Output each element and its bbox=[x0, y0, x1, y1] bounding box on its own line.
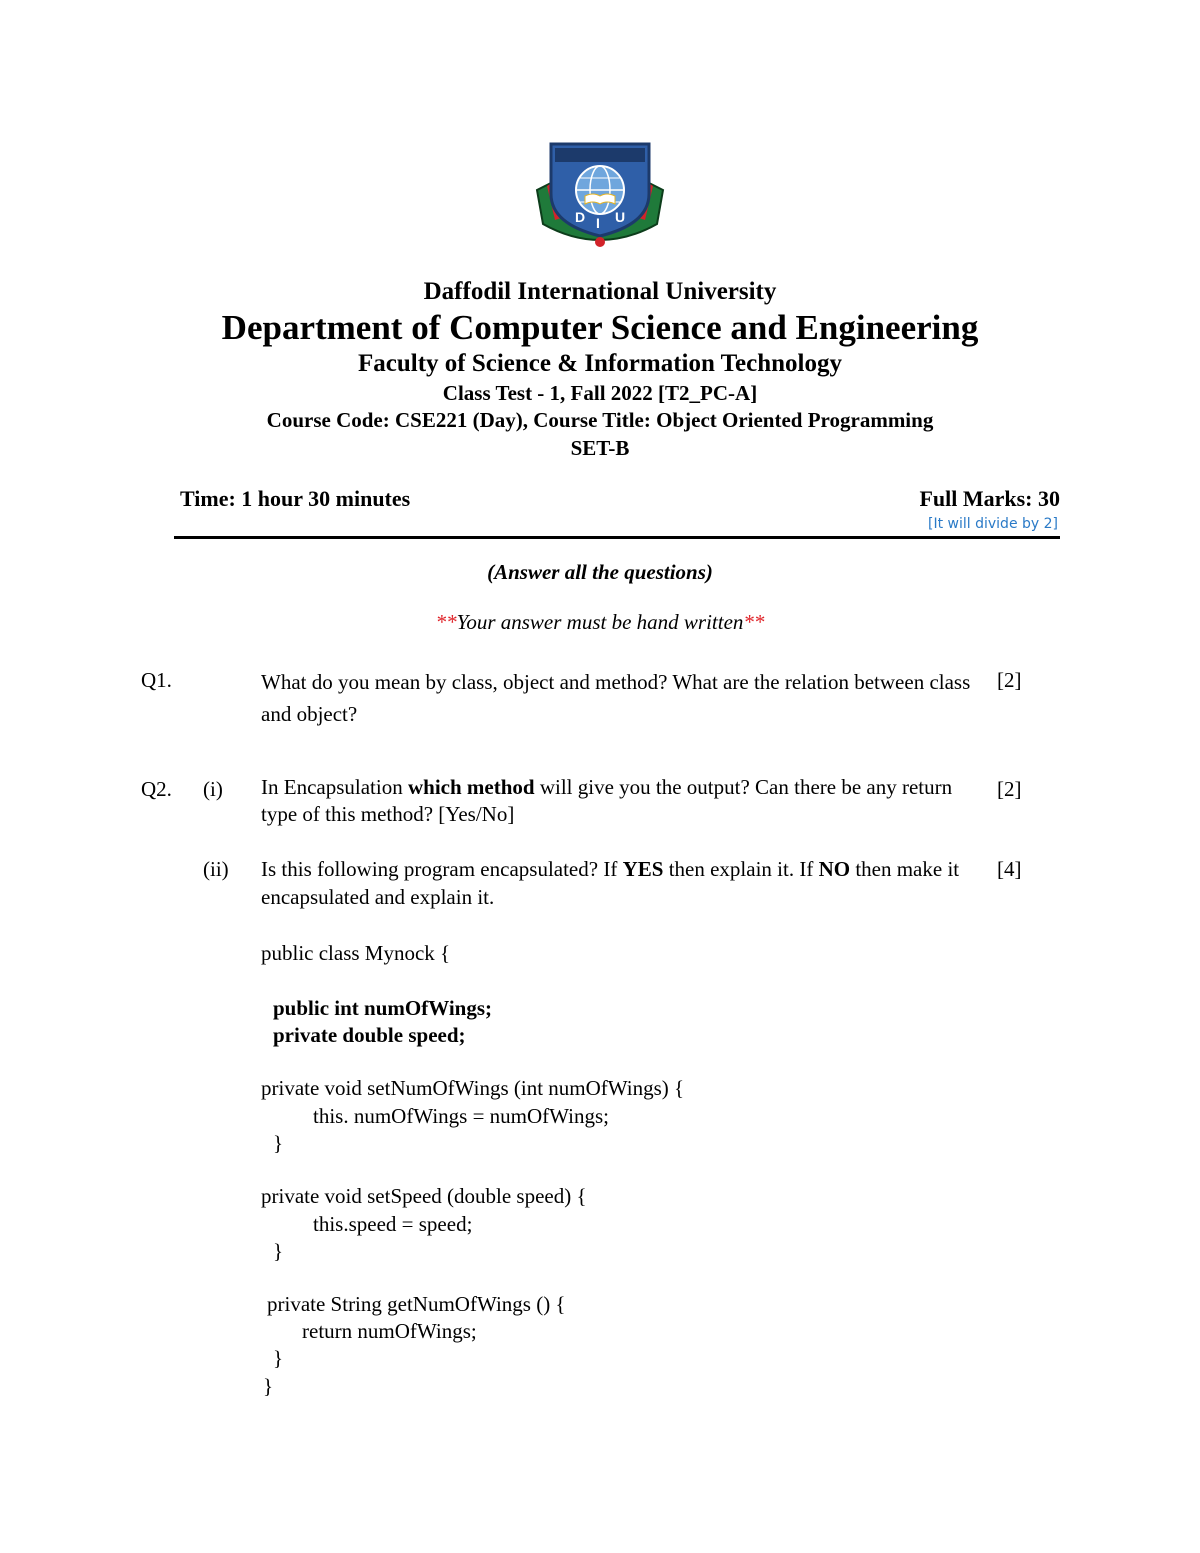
university-logo bbox=[533, 138, 667, 250]
exam-time: Time: 1 hour 30 minutes bbox=[180, 486, 411, 511]
course-info: Course Code: CSE221 (Day), Course Title: Object Oriented Programming bbox=[266, 408, 934, 432]
q2-part-ii-marks: [4] bbox=[997, 857, 1022, 881]
q2-part-i-marks: [2] bbox=[997, 777, 1022, 801]
header-divider bbox=[174, 536, 1060, 539]
code-close-2: } bbox=[273, 1239, 284, 1263]
q2-part-ii-text bbox=[261, 855, 981, 911]
q2-i-text-post: will give you the output? Can there be any return type of this method? [Yes/No] bbox=[261, 775, 953, 826]
code-setter-2-signature: private void setSpeed (double speed) { bbox=[261, 1184, 587, 1208]
svg-text:I: I bbox=[596, 215, 600, 231]
department-title: Department of Computer Science and Engineering bbox=[221, 308, 979, 347]
q2-ii-yes: YES bbox=[622, 857, 664, 881]
q2-ii-text-2: then explain it. If bbox=[663, 857, 819, 881]
code-setter-2-body: this.speed = speed; bbox=[313, 1212, 473, 1236]
q2-part-ii-label: (ii) bbox=[203, 857, 229, 881]
code-close-class: } bbox=[263, 1374, 274, 1398]
code-close-3: } bbox=[273, 1346, 284, 1370]
full-marks: Full Marks: 30 bbox=[919, 486, 1060, 511]
svg-text:U: U bbox=[615, 209, 626, 225]
answer-all-instruction: (Answer all the questions) bbox=[487, 560, 713, 584]
handwritten-text: Your answer must be hand written bbox=[456, 610, 744, 634]
set-label: SET-B bbox=[570, 436, 630, 460]
q1-number: Q1. bbox=[141, 668, 172, 692]
q2-part-i-text bbox=[261, 774, 981, 828]
handwritten-instruction bbox=[0, 610, 1200, 635]
svg-text:D: D bbox=[575, 209, 586, 225]
code-setter-1-body: this. numOfWings = numOfWings; bbox=[313, 1104, 609, 1128]
q1-text: What do you mean by class, object and method? What are the relation between class and object? bbox=[261, 670, 971, 726]
q2-ii-no: NO bbox=[818, 857, 851, 881]
q2-number: Q2. bbox=[141, 777, 172, 801]
code-field-1: public int numOfWings; bbox=[273, 996, 493, 1020]
class-test-info: Class Test - 1, Fall 2022 [T2_PC-A] bbox=[442, 381, 758, 405]
diu-crest-icon bbox=[533, 138, 667, 250]
code-setter-1-signature: private void setNumOfWings (int numOfWings) { bbox=[261, 1076, 685, 1100]
q2-i-text-bold: which method bbox=[407, 775, 535, 799]
stars-left: ** bbox=[435, 610, 457, 634]
code-field-2: private double speed; bbox=[273, 1023, 466, 1047]
university-name: Daffodil International University bbox=[423, 278, 777, 305]
q2-i-text-pre: In Encapsulation bbox=[261, 775, 408, 799]
code-getter-body: return numOfWings; bbox=[302, 1319, 477, 1343]
stars-right: ** bbox=[743, 610, 765, 634]
code-class-decl: public class Mynock { bbox=[261, 941, 451, 965]
code-getter-signature: private String getNumOfWings () { bbox=[267, 1292, 566, 1316]
q2-ii-text-3: then make it encapsulated and explain it. bbox=[261, 857, 960, 909]
q1-marks: [2] bbox=[997, 668, 1022, 692]
q2-part-i-label: (i) bbox=[203, 777, 223, 801]
divide-note: [It will divide by 2] bbox=[928, 516, 1058, 532]
faculty-name: Faculty of Science & Information Technology bbox=[357, 350, 842, 377]
q2-ii-text-1: Is this following program encapsulated? If bbox=[261, 857, 623, 881]
code-close-1: } bbox=[273, 1131, 284, 1155]
